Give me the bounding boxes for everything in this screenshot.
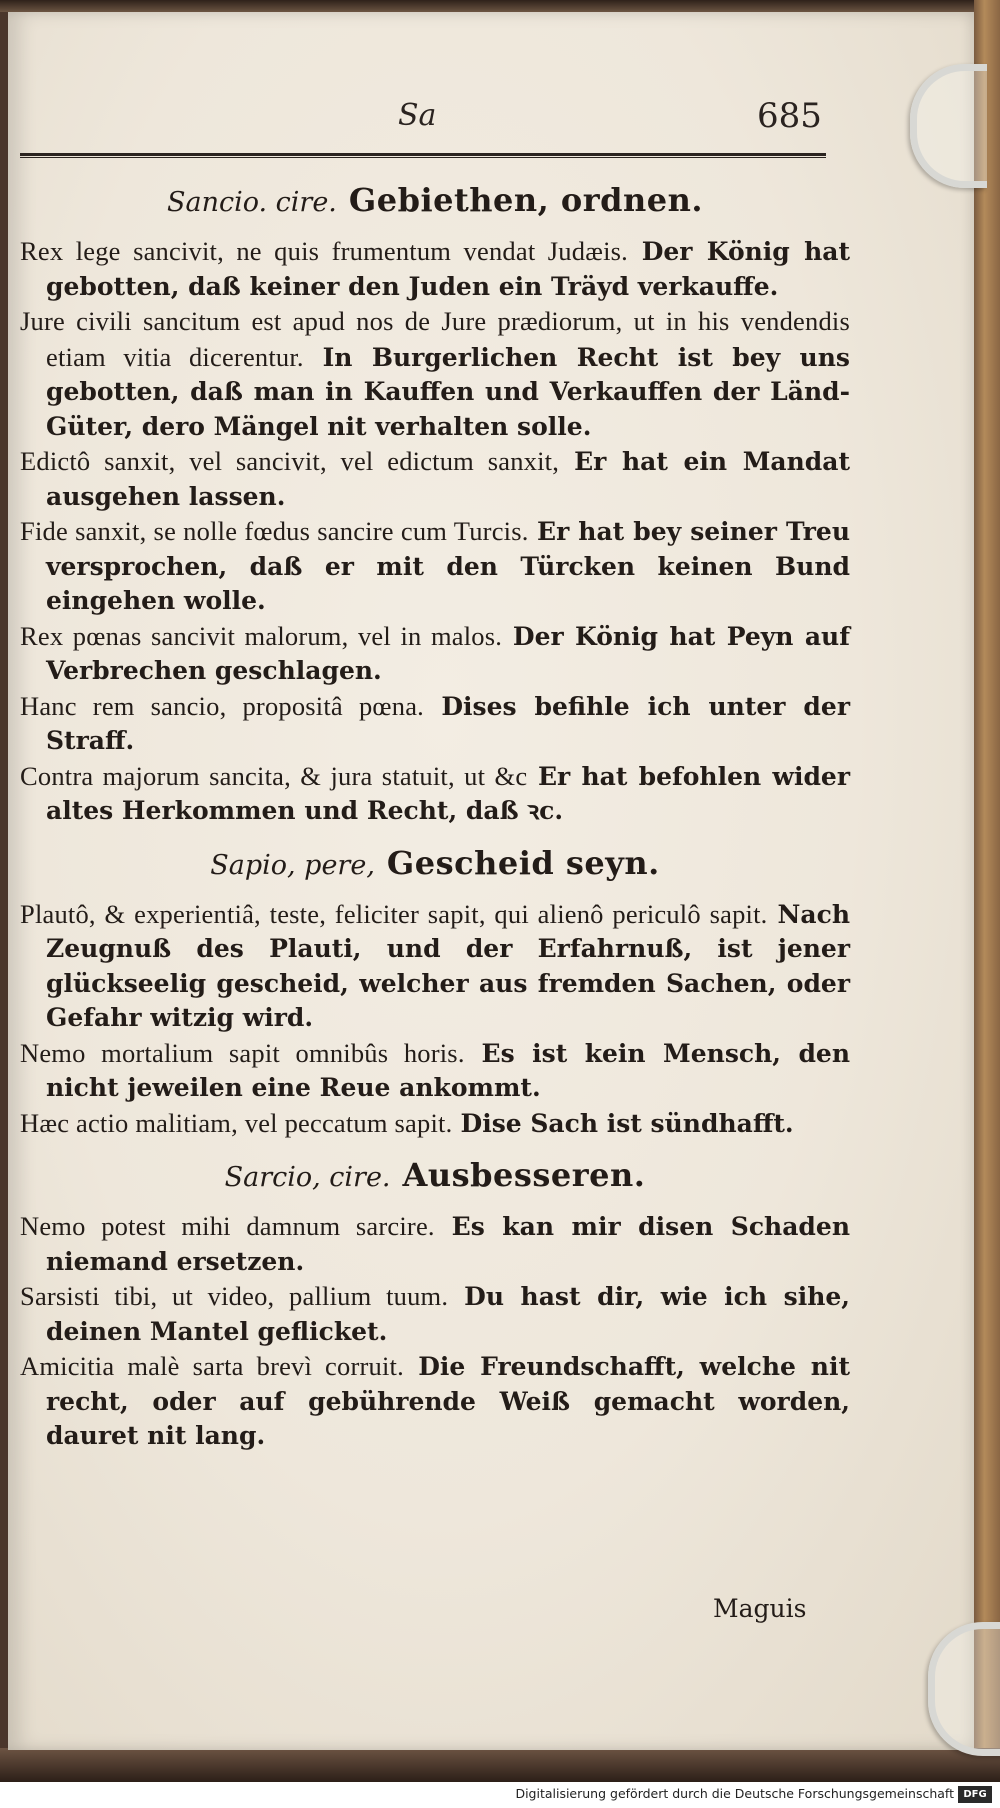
german-translation: Du hast dir, wie ich sihe, deinen Mantel geflicket. bbox=[46, 1282, 850, 1346]
latin-text: Rex pœnas sancivit malorum, vel in malos. bbox=[20, 620, 503, 651]
entry-lemma: Sancio. cire. bbox=[166, 187, 337, 218]
entry-gloss: Gescheid seyn. bbox=[386, 843, 660, 882]
german-translation: In Burgerlichen Recht ist bey uns gebotten, daß man in Kauffen und Verkauffen der Länd-Güter, dero Mängel nit verhalten solle. bbox=[46, 342, 850, 441]
latin-text: Contra majorum sancita, & jura statuit, ut &c bbox=[20, 760, 528, 791]
latin-text: Rex lege sancivit, ne quis frumentum vendat Judæis. bbox=[20, 236, 628, 266]
book-edge-bottom bbox=[0, 1748, 1000, 1782]
entry-lemma: Sarcio, cire. bbox=[224, 1162, 391, 1193]
example-sentence bbox=[20, 619, 850, 689]
example-sentence bbox=[20, 759, 850, 829]
latin-text: Amicitia malè sarta brevì corruit. bbox=[20, 1351, 404, 1381]
header-rule bbox=[20, 153, 826, 158]
entry-gloss: Gebiethen, ordnen. bbox=[348, 181, 704, 219]
example-sentence bbox=[20, 1106, 850, 1142]
entry-gloss: Ausbesseren. bbox=[402, 1156, 646, 1194]
example-sentence bbox=[20, 689, 850, 759]
running-head: Sa bbox=[398, 98, 437, 133]
example-sentence bbox=[20, 514, 850, 619]
german-translation: Es ist kein Mensch, den nicht jeweilen eine Reue ankommt. bbox=[46, 1038, 851, 1102]
dfg-logo-icon: DFG bbox=[958, 1786, 992, 1803]
latin-text: Nemo mortalium sapit omnibûs horis. bbox=[20, 1037, 465, 1068]
entry-lemma: Sapio, pere, bbox=[210, 849, 375, 881]
page-number: 685 bbox=[757, 96, 822, 136]
example-sentence bbox=[20, 897, 850, 1036]
example-sentence bbox=[20, 444, 850, 514]
entry-heading bbox=[20, 166, 850, 234]
german-translation: Die Freundschafft, welche nit recht, oder auf gebührende Weiß gemacht worden, dauret nit lang. bbox=[46, 1352, 851, 1450]
latin-text: Fide sanxit, se nolle fœdus sancire cum Turcis. bbox=[20, 516, 529, 546]
book-edge-right bbox=[974, 0, 1000, 1808]
example-sentence bbox=[20, 304, 850, 444]
latin-text: Sarsisti tibi, ut video, pallium tuum. bbox=[20, 1281, 449, 1311]
entry-heading bbox=[20, 1141, 850, 1209]
german-translation: Dises befihle ich unter der Straff. bbox=[46, 691, 850, 755]
german-translation: Der König hat Peyn auf Verbrechen geschlagen. bbox=[46, 621, 850, 685]
german-translation: Er hat befohlen wider altes Herkommen und Recht, daß ꝛc. bbox=[46, 761, 850, 825]
german-translation: Es kan mir disen Schaden niemand ersetzen. bbox=[46, 1212, 850, 1276]
example-sentence bbox=[20, 234, 850, 304]
book-edge-top bbox=[0, 0, 1000, 12]
example-sentence bbox=[20, 1349, 850, 1454]
example-sentence bbox=[20, 1209, 850, 1279]
dictionary-text bbox=[20, 166, 850, 1454]
catchword: Maguis bbox=[713, 1594, 807, 1623]
german-translation: Er hat ein Mandat ausgehen lassen. bbox=[46, 447, 850, 511]
german-translation: Dise Sach ist sündhafft. bbox=[460, 1108, 794, 1138]
german-translation: Er hat bey seiner Treu versprochen, daß er mit den Türcken keinen Bund eingehen wolle. bbox=[46, 517, 850, 615]
latin-text: Hanc rem sancio, propositâ pœna. bbox=[20, 690, 424, 721]
latin-text: Edictô sanxit, vel sancivit, vel edictum sanxit, bbox=[20, 446, 560, 476]
funding-credit: Digitalisierung gefördert durch die Deutsche Forschungsgemeinschaft bbox=[515, 1786, 954, 1801]
example-sentence bbox=[20, 1036, 850, 1106]
digitization-footer bbox=[0, 1782, 1000, 1808]
latin-text: Hæc actio malitiam, vel peccatum sapit. bbox=[20, 1107, 453, 1138]
german-translation: Der König hat gebotten, daß keiner den Juden ein Träyd verkauffe. bbox=[46, 237, 850, 301]
latin-text: Plautô, & experientiâ, teste, feliciter sapit, qui alienô periculô sapit. bbox=[20, 898, 768, 929]
latin-text: Jure civili sancitum est apud nos de Jure prædiorum, ut in his vendendis etiam vitia dicerentur. bbox=[20, 306, 850, 372]
entry-heading bbox=[20, 829, 850, 897]
example-sentence bbox=[20, 1279, 850, 1349]
german-translation: Nach Zeugnuß des Plauti, und der Erfahrnuß, ist jener glückseelig gescheid, welcher aus fremden Sachen, oder Gefahr witzig wird. bbox=[46, 899, 850, 1032]
latin-text: Nemo potest mihi damnum sarcire. bbox=[20, 1211, 435, 1241]
